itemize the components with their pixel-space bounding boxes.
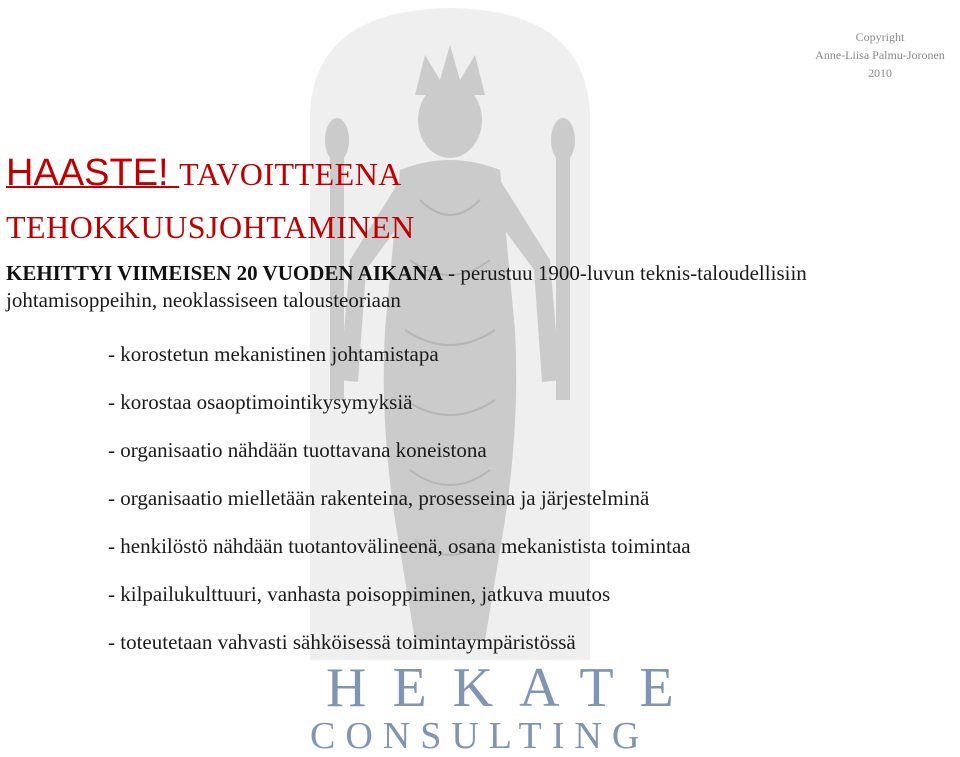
copyright-year: 2010: [868, 66, 892, 80]
bullet-item: - korostetun mekanistinen johtamistapa: [108, 342, 439, 366]
bullet-item: - organisaatio nähdään tuottavana koneistona: [108, 438, 487, 462]
bullet-item: - organisaatio mielletään rakenteina, prosesseina ja järjestelminä: [108, 486, 650, 510]
copyright-notice: [800, 28, 960, 82]
intro-emphasis: KEHITTYI VIIMEISEN 20 VUODEN AIKANA: [6, 261, 443, 285]
intro-paragraph: [6, 260, 956, 314]
bullet-list: [108, 340, 691, 676]
title-line-1: [6, 150, 415, 204]
bullet-item: - korostaa osaoptimointikysymyksiä: [108, 390, 413, 414]
logo-word-consulting: CONSULTING: [310, 715, 650, 757]
copyright-label: Copyright: [855, 30, 905, 44]
title-challenge: HAASTE!: [6, 152, 180, 194]
title-line-2: TEHOKKUUSJOHTAMINEN: [6, 209, 415, 245]
bullet-item: - kilpailukulttuuri, vanhasta poisoppiminen, jatkuva muutos: [108, 582, 611, 606]
copyright-author: Anne-Liisa Palmu-Joronen: [815, 48, 945, 62]
bullet-item: - henkilöstö nähdään tuotantovälineenä, osana mekanistista toimintaa: [108, 534, 691, 558]
slide-title: [6, 150, 415, 250]
hekate-consulting-logo: [300, 657, 700, 757]
title-goal: TAVOITTEENA: [179, 156, 402, 192]
logo-word-hekate: HEKATE: [326, 657, 700, 719]
intro-text: - perustuu 1900-luvun teknis-taloudellisiin johtamisoppeihin, neoklassiseen talousteoriaan: [6, 261, 807, 312]
bullet-item: - toteutetaan vahvasti sähköisessä toimintaympäristössä: [108, 630, 576, 654]
